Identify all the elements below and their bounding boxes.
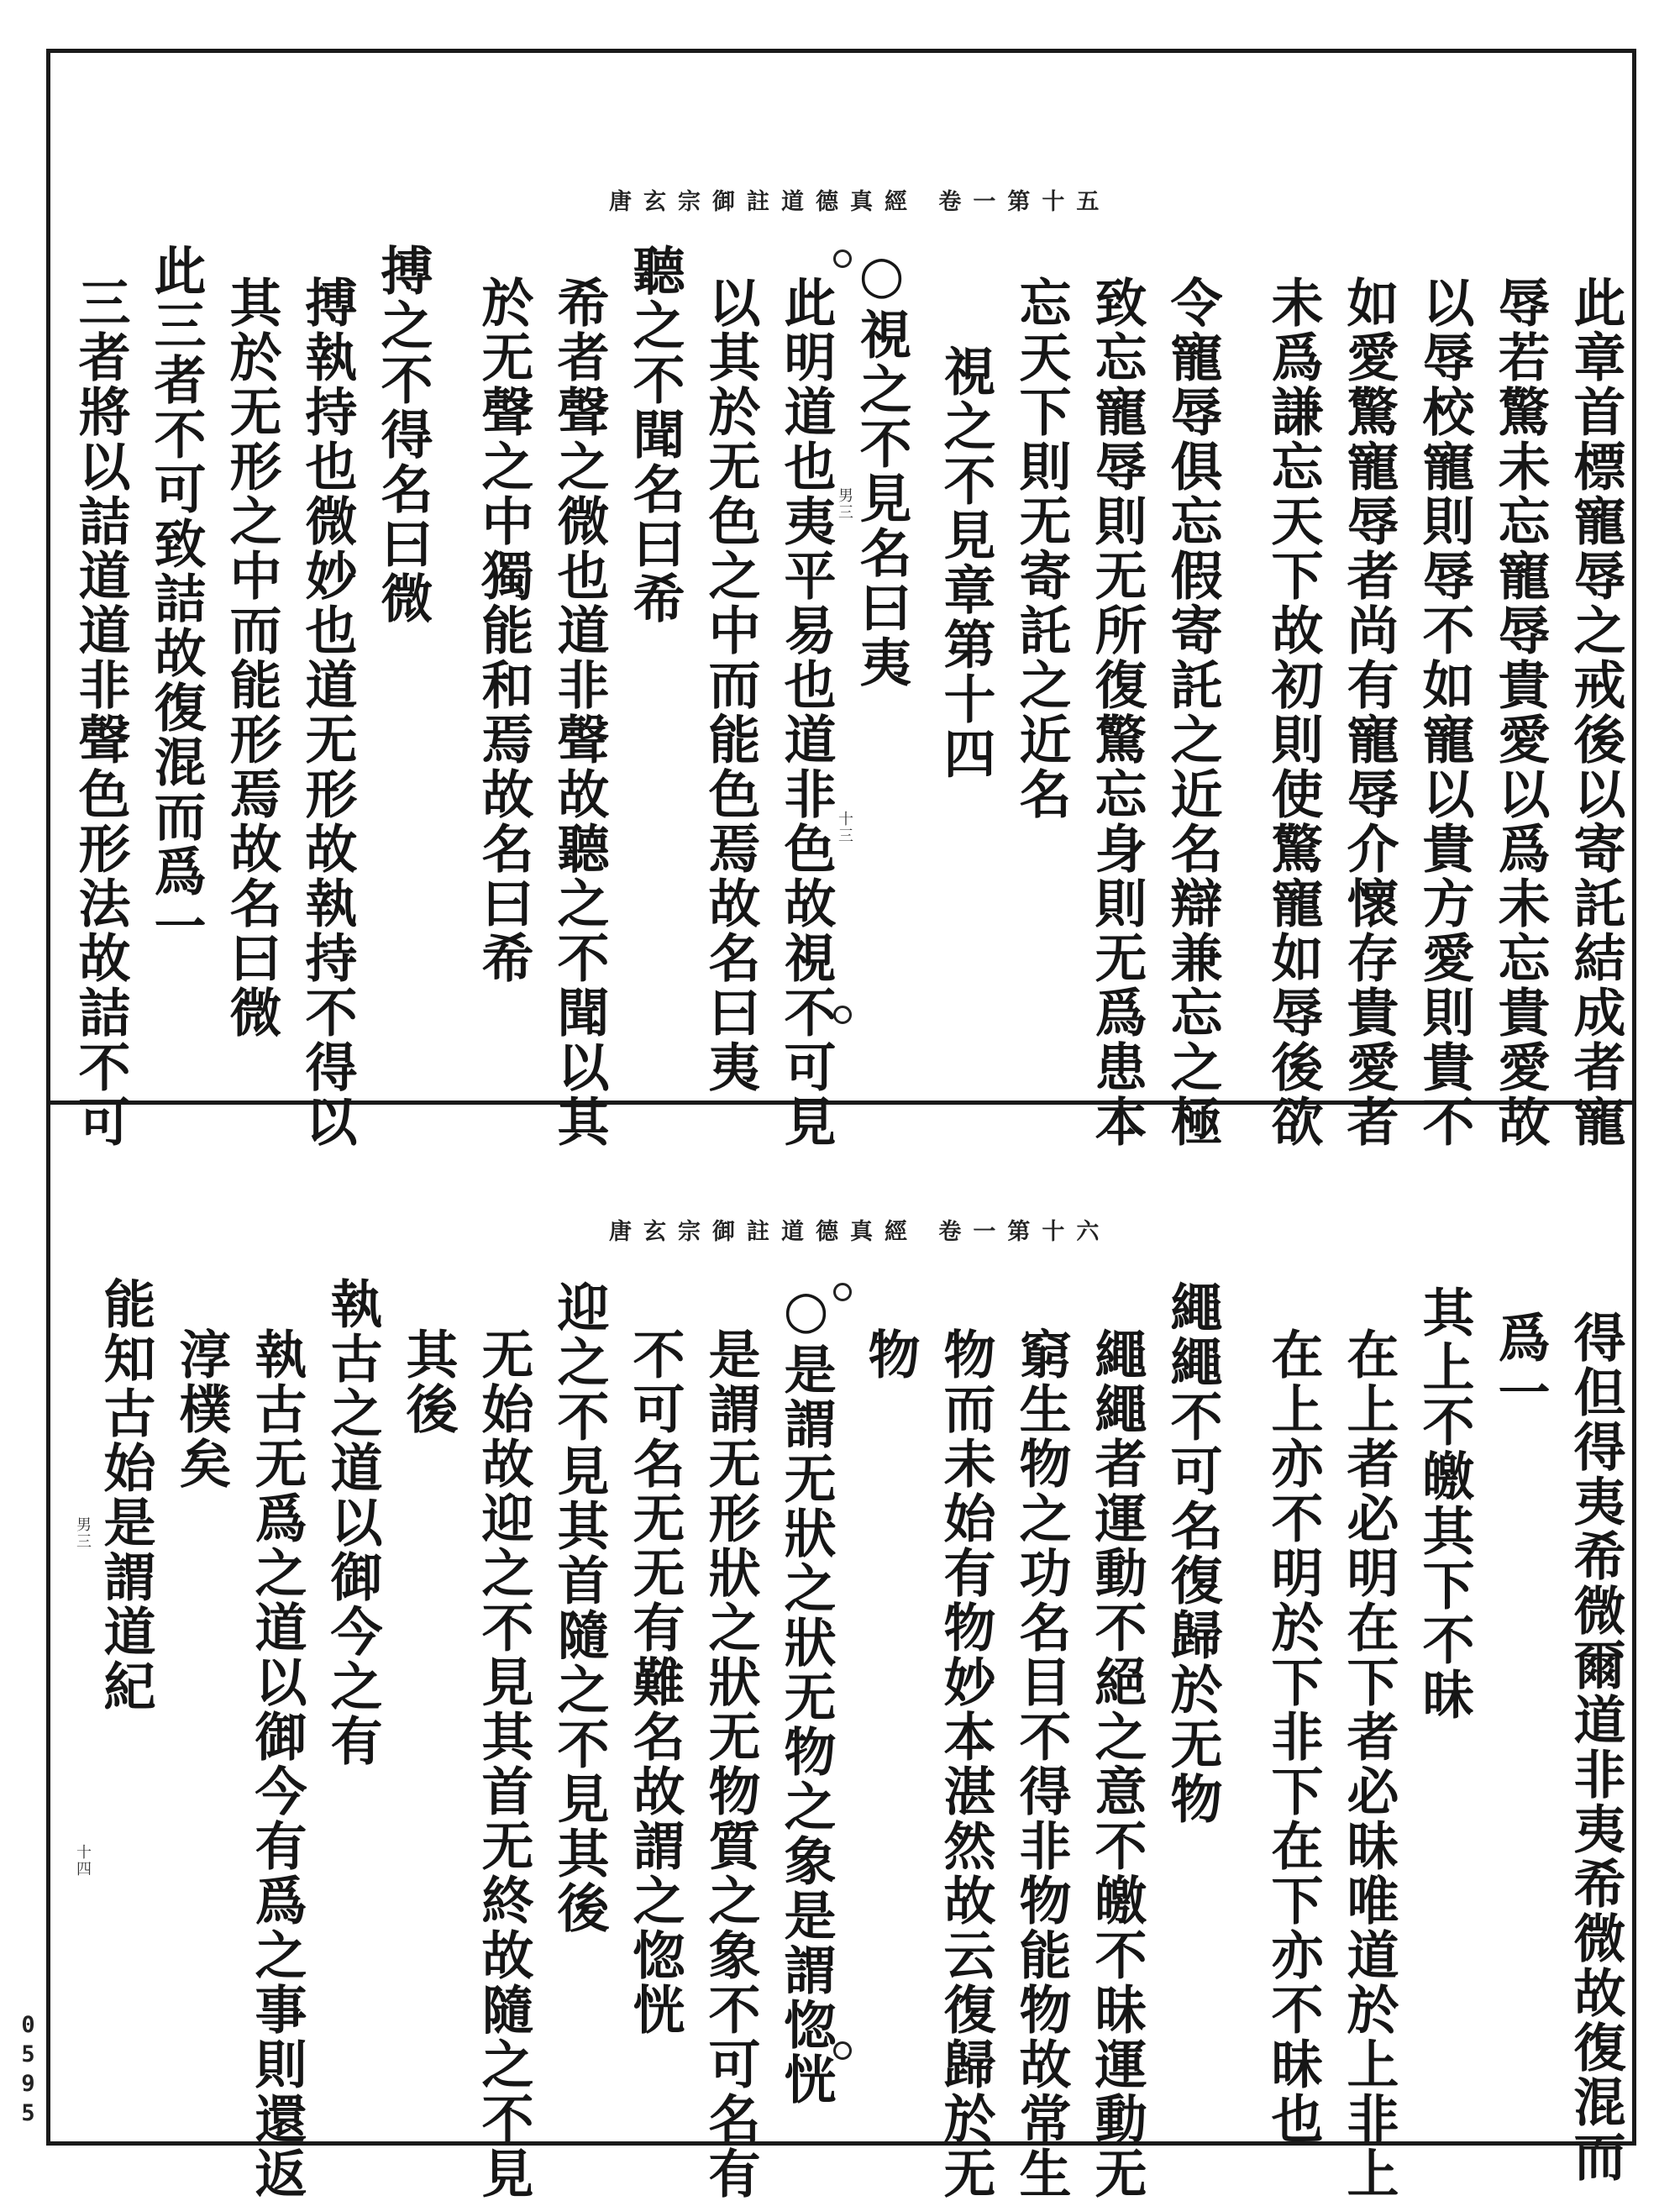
upper-text-column: 視之不見章第十四 [935, 344, 996, 781]
upper-text-column: 希者聲之微也道非聲故聽之不聞以其 [549, 276, 610, 1149]
lower-page-header: 唐玄宗御註道德真經 卷一第十六 [609, 1219, 1111, 1245]
lower-text-column: 執古之道以御今之有 [322, 1277, 383, 1768]
upper-margin-note: 十三 [836, 811, 853, 844]
upper-margin-note: 男三 [836, 487, 853, 521]
lower-margin-note: 男三 [74, 1516, 92, 1550]
upper-text-column: 以其於无色之中而能色焉故名曰夷 [700, 276, 761, 1095]
lower-text-column: 在上亦不明於下非下在下亦不昧也 [1263, 1327, 1324, 2146]
upper-text-column: 未爲謙忘天下故初則使驚寵如辱後欲 [1263, 276, 1324, 1149]
upper-text-column: 忘天下則无寄託之近名 [1011, 276, 1072, 822]
lower-text-column: 迎之不見其首隨之不見其後 [549, 1280, 610, 1936]
lower-text-column: 其上不皦其下不昧 [1414, 1285, 1475, 1722]
upper-text-column: 此章首標寵辱之戒後以寄託結成者寵 [1565, 276, 1626, 1149]
circle-mark [833, 250, 852, 268]
circle-mark [833, 2041, 852, 2060]
lower-text-column: 无始故迎之不見其首无終故隨之不見 [473, 1327, 534, 2201]
upper-text-column: 搏執持也微妙也道无形故執持不得以 [297, 276, 358, 1149]
lower-text-column: 繩繩者運動不絕之意不皦不昧運動无 [1086, 1327, 1147, 2201]
upper-text-column: 其於无形之中而能形焉故名曰微 [221, 276, 282, 1040]
circle-mark [833, 1283, 852, 1301]
lower-text-column: 執古无爲之道以御今有爲之事則還返 [246, 1327, 307, 2201]
lower-text-column: 在上者必明在下者必昧唯道於上非上 [1338, 1327, 1399, 2201]
upper-text-column: 聽之不聞名曰希 [624, 244, 685, 626]
upper-text-column: 致忘寵辱則无所復驚忘身則无爲患本 [1086, 276, 1147, 1149]
lower-text-column: 物 [859, 1327, 921, 1382]
lower-text-column: 爲一 [1489, 1311, 1551, 1420]
lower-text-column: 是謂无形狀之狀无物質之象不可名有 [700, 1327, 761, 2201]
upper-text-column: 令寵辱俱忘假寄託之近名辯兼忘之極 [1162, 276, 1223, 1149]
lower-text-column: 物而未始有物妙本湛然故云復歸於无 [935, 1327, 996, 2201]
lower-text-column: 其後 [397, 1327, 459, 1437]
upper-text-column: 於无聲之中獨能和焉故名曰希 [473, 276, 534, 985]
upper-text-column: 以辱校寵則辱不如寵以貴方愛則貴不 [1414, 276, 1475, 1149]
lower-text-column: 淳樸矣 [171, 1327, 232, 1491]
upper-text-column: 如愛驚寵辱者尚有寵辱介懷存貴愛者 [1338, 276, 1399, 1149]
lower-text-column: 繩繩不可名復歸於无物 [1162, 1280, 1223, 1826]
upper-text-column: 此三者不可致詰故復混而爲一 [145, 244, 207, 953]
lower-text-column: 不可名无无有難名故謂之惚恍 [624, 1327, 685, 2037]
page-number: 0595 [15, 2012, 41, 2130]
upper-text-column: 此明道也夷平易也道非色故視不可見 [775, 276, 837, 1149]
upper-text-column: 辱若驚未忘寵辱貴愛以爲未忘貴愛故 [1489, 276, 1551, 1149]
lower-text-column: ○是謂无狀之狀无物之象是謂惚恍 [775, 1279, 837, 2107]
upper-page-header: 唐玄宗御註道德真經 卷一第十五 [609, 189, 1111, 215]
lower-margin-note: 十四 [74, 1844, 92, 1878]
upper-text-column: ○視之不見名曰夷 [851, 244, 912, 690]
circle-mark [833, 1006, 852, 1024]
upper-text-column: 搏之不得名曰微 [372, 244, 433, 626]
lower-text-column: 窮生物之功名目不得非物能物故常生 [1011, 1327, 1072, 2201]
lower-text-column: 能知古始是謂道紀 [95, 1277, 156, 1714]
lower-text-column: 得但得夷希微爾道非夷希微故復混而 [1565, 1311, 1626, 2184]
upper-text-column: 三者將以詰道道非聲色形法故詰不可 [70, 276, 131, 1149]
